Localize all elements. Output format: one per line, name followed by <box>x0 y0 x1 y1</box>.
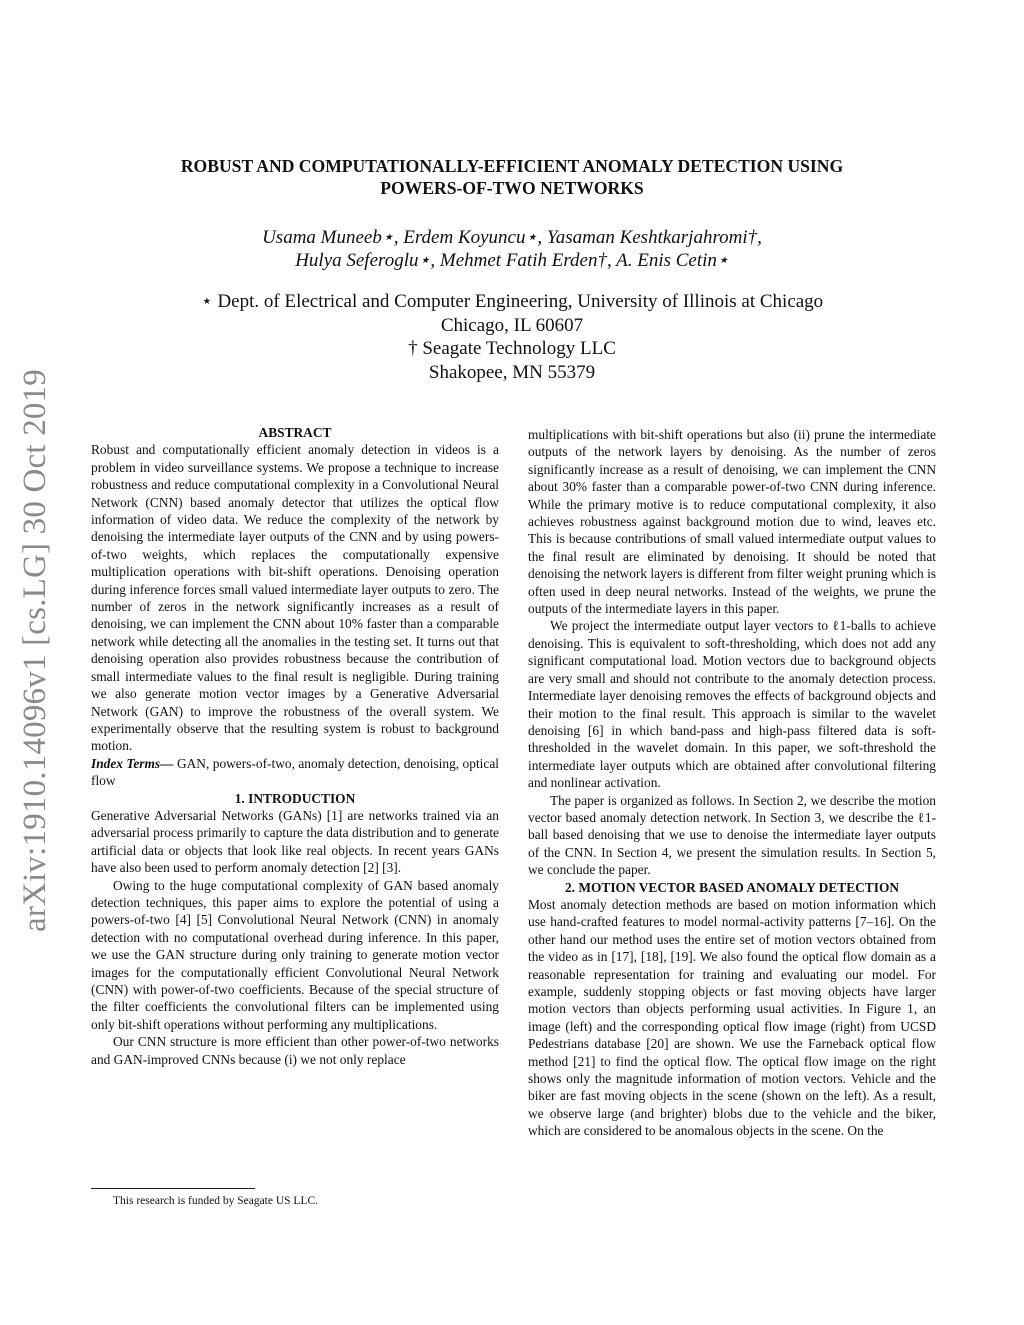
section-2-heading: 2. MOTION VECTOR BASED ANOMALY DETECTION <box>564 879 900 895</box>
affiliation-line: † Seagate Technology LLC <box>408 338 616 359</box>
arxiv-stamp-text: arXiv:1910.14096v1 [cs.LG] 30 Oct 2019 <box>16 368 53 932</box>
intro-paragraph-1: Generative Adversarial Networks (GANs) [1] are networks trained via an adversarial process primarily to capture the data distribution and to generate artificial data or objects that look like real objects. In recent years GANs have also been used to perform anomaly detection [2] [3]. <box>91 807 499 876</box>
index-terms-label: Index Terms— <box>91 755 174 771</box>
abstract-text: Robust and computationally efficient anomaly detection in videos is a problem in video surveillance systems. We propose a technique to increase robustness and reduce computational complexity in a Convolutional Neural Network (CNN) based anomaly detector that utilizes the optical flow information of video data. We reduce the complexity of the network by denoising the intermediate layer outputs of the CNN and by using powers-of-two weights, which replaces the computationally expensive multiplication operations with bit-shift operations. Denoising operation during inference forces small valued intermediate layer outputs to zero. The number of zeros in the network significantly increases as a result of denoising, we can implement the CNN about 10% faster than a comparable network while detecting all the anomalies in the testing set. It turns out that denoising operation also provides robustness because the contribution of small intermediate values to the final result is negligible. During training we also generate motion vector images by a Generative Adversarial Network (GAN) to improve the robustness of the overall system. We experimentally observe that the resulting system is robust to background motion. <box>91 442 499 754</box>
title-line-2: POWERS-OF-TWO NETWORKS <box>380 178 644 198</box>
index-terms <box>91 755 499 790</box>
right-column <box>528 426 936 1140</box>
authors-line-2: Hulya Seferoglu⋆, Mehmet Fatih Erden†, A. Enis Cetin⋆ <box>295 250 729 271</box>
right-paragraph-3: The paper is organized as follows. In Section 2, we describe the motion vector based anomaly detection network. In Section 3, we describe the ℓ1-ball based denoising that we use to denoise the intermediate layer outputs of the CNN. In Section 4, we present the simulation results. In Section 5, we conclude the paper. <box>528 792 936 878</box>
arxiv-stamp <box>6 355 64 945</box>
affiliation-line: ⋆ Dept. of Electrical and Computer Engineering, University of Illinois at Chicago <box>200 291 824 312</box>
right-paragraph-1: multiplications with bit-shift operations but also (ii) prune the intermediate outputs of the network layers by denoising. As the number of zeros significantly increase as a result of denoising, we can implement the CNN about 30% faster than a comparable power-of-two CNN during inference. While the primary motive is to reduce computational complexity, it also achieves robustness against background motion due to wind, leaves etc. This is because contributions of small valued intermediate output values to the final result are eliminated by denoising. It should be noted that denoising the network layers is different from filter weight pruning which is often used in deep neural networks. Instead of the weights, we prune the outputs of the intermediate layers in this paper. <box>528 427 936 617</box>
affiliation-line: Shakopee, MN 55379 <box>428 361 596 383</box>
section-2-paragraph: Most anomaly detection methods are based on motion information which use hand-crafted features to model normal-activity patterns [7–16]. On the other hand our method uses the entire set of motion vectors obtained from the video as in [17], [18], [19]. We also found the optical flow domain as a reasonable representation for training and evaluating our model. For example, suddenly stopping objects or fast moving objects have larger motion vectors than objects performing usual activities. In Figure 1, an image (left) and the corresponding optical flow image (right) from UCSD Pedestrians database [20] are shown. We use the Farneback optical flow method [21] to find the optical flow. The optical flow image on the right shows only the magnitude information of motion vectors. Vehicle and the biker are fast moving objects in the scene (shown on the left). As a result, we observe large (and brighter) blobs due to the vehicle and the biker, which are considered to be anomalous objects in the scene. On the <box>528 896 936 1139</box>
abstract-heading: ABSTRACT <box>258 425 332 440</box>
right-paragraph-2: We project the intermediate output layer vectors to ℓ1-balls to achieve denoising. This is equivalent to soft-thresholding, which does not add any significant computational load. Motion vectors due to background objects are very small and should not contribute to the anomaly detection process. Intermediate layer denoising removes the effects of background objects and their motion to the final result. This approach is similar to the wavelet denoising [6] in which band-pass and high-pass filtered data is soft-thresholded in the wavelet domain. In this paper, we soft-threshold the intermediate layer outputs which are obtained after convolutional filtering and nonlinear activation. <box>528 618 936 791</box>
index-terms-text: GAN, powers-of-two, anomaly detection, denoising, optical flow <box>91 755 499 789</box>
paper-title <box>100 155 924 199</box>
affiliation-line: Chicago, IL 60607 <box>440 314 584 336</box>
left-column <box>91 424 499 1068</box>
footnote: This research is funded by Seagate US LLC. <box>113 1195 319 1207</box>
affiliations <box>100 290 924 384</box>
intro-heading: 1. INTRODUCTION <box>234 790 356 806</box>
intro-paragraph-2: Owing to the huge computational complexity of GAN based anomaly detection techniques, this paper aims to explore the potential of using a powers-of-two [4] [5] Convolutional Neural Network (CNN) in anomaly detection with no computational overhead during inference. In this paper, we use the GAN structure during only training to generate motion vector images for the computationally efficient Convolutional Neural Network (CNN) with power-of-two coefficients. Because of the special structure of the filter coefficients the convolutional filters can be implemented using only bit-shift operations without performing any multiplications. <box>91 877 499 1032</box>
authors-line-1: Usama Muneeb⋆, Erdem Koyuncu⋆, Yasaman Keshtkarjahromi†, <box>262 227 762 248</box>
author-list <box>100 226 924 272</box>
footnote-rule <box>91 1188 255 1189</box>
intro-paragraph-3: Our CNN structure is more efficient than other power-of-two networks and GAN-improved CNNs because (i) we not only replace <box>91 1034 499 1067</box>
title-line-1: ROBUST AND COMPUTATIONALLY-EFFICIENT ANOMALY DETECTION USING <box>180 156 844 176</box>
